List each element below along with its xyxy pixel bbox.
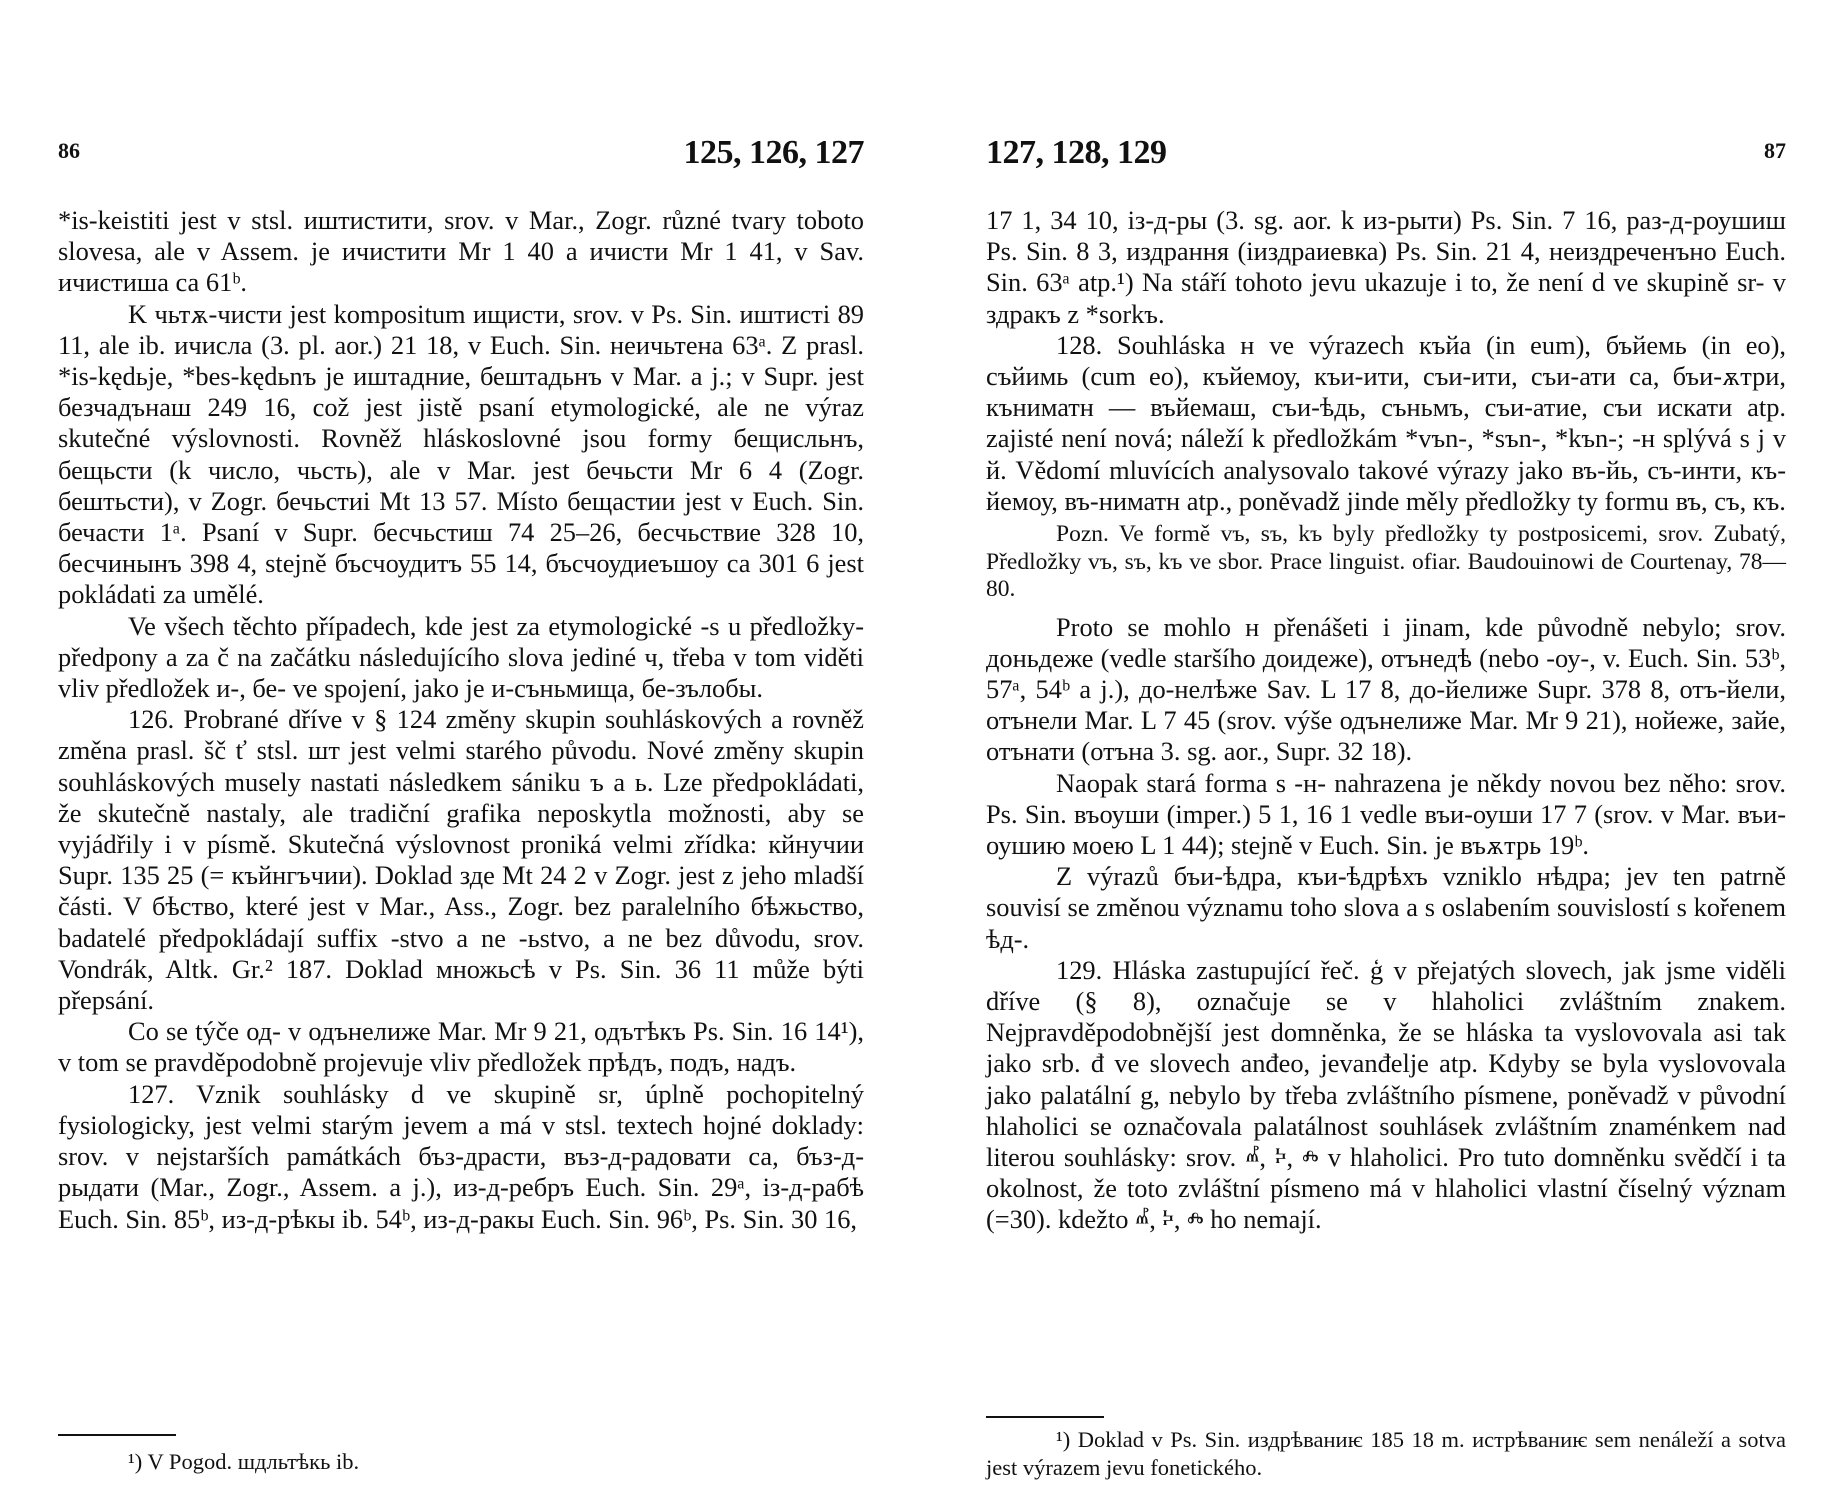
footnote-rule [58,1434,176,1436]
paragraph: Proto se mohlo н přenášeti i jinam, kde původně nebylo; srov. доньдеже (vedle staršího доидеже), отънедѣ (nebo -оу-, v. Euch. Sin. 53ᵇ, 57ᵃ, 54ᵇ a j.), до-нелѣже Sav. L 17 8, до-йелиже Supr. 378 8, отъ-йели, отънели Mar. L 7 45 (srov. výše одънелиже Mar. Mr 9 21), нойеже, зайе, отънати (отъна 3. sg. aor., Supr. 32 18). [986,611,1786,767]
paragraph-section-129: 129. Hláska zastupující řeč. ģ v přejatých slovech, jak jsme viděli dříve (§ 8), označuje se v hlaholici zvláštním znakem. Nejpravděpodobnější jest domněnka, že se hláska ta vyslovovala asi tak jako srb. đ ve slovech anđeo, jevanđelje atp. Kdyby se byla vyslovovala jako palatální g, nebylo by třeba zvláštního písmene, poněvadž v původní hlaholici se označovala palatálnost souhlásek zvláštním znaménkem nad literou souhlásky: srov. ⰼ, ⰽ, ⰾ v hlaholici. Pro tuto domněnku svědčí i ta okolnost, že toto zvláštní písmeno má v hlaholici vlastní číselný význam (=30). kdežto ⰼ, ⰽ, ⰾ ho nemají. [986,954,1786,1235]
footnote: ¹) Doklad v Ps. Sin. издрѣваниѥ 185 18 m. истрѣваниѥ sem nenáleží a sotva jest výrazem jevu fonetického. [986,1427,1786,1480]
paragraph: Naopak stará forma s -н- nahrazena je někdy novou bez něho: srov. Ps. Sin. въоуши (imper.) 5 1, 16 1 vedle въи-оуши 17 7 (srov. v Mar. въи-оушию моею L 1 44); stejně v Euch. Sin. je въѫтрь 19ᵇ. [986,767,1786,860]
paragraph: Co se týče од- v одънелиже Mar. Mr 9 21, одътѣкъ Ps. Sin. 16 14¹), v tom se pravděpodobně projevuje vliv předložek прѣдъ, подъ, надъ. [58,1016,864,1078]
left-running-head [58,134,864,178]
paragraph: 17 1, 34 10, із-д-ры (3. sg. aor. k из-рыти) Ps. Sin. 7 16, раз-д-роушиш Ps. Sin. 8 3, издрання (іиздраиевка) Ps. Sin. 21 4, неиздреченъно Euch. Sin. 63ᵃ atp.¹) Na stáří tohoto jevu ukazuje i to, že není d ve skupině sr- v здракъ z *sorkъ. [986,205,1786,329]
paragraph: Z výrazů бъи-ѣдра, къи-ѣдрѣхъ vzniklo нѣдра; jev ten patrně souvisí se změnou významu toho slova a s oslabením souvislostí s kořenem ѣд-. [986,861,1786,954]
paragraph: K чьтѫ-чисти jest kompositum ищисти, srov. v Ps. Sin. иштисті 89 11, ale ib. ичисла (3. pl. aor.) 21 18, v Euch. Sin. неичьтена 63ᵃ. Z prasl. *is-kędьje, *bes-kędьnъ je иштадние, бештадьнъ v Mar. a j.; v Supr. jest безчадънаш 249 16, což jest jistě psaní etymologické, ale ne výraz skutečné výslovnosti. Rovněž hláskoslovné jsou formy бещисльнъ, бещьсти (k число, чьсть), ale v Mar. jest бечьсти Mr 6 4 (Zogr. бештьсти), v Zogr. бечьстиі Mt 13 57. Místo бещастии jest v Euch. Sin. бечасти 1ᵃ. Psaní v Supr. бесчьстиш 74 25–26, бесчьствие 328 10, бесчинынъ 398 4, stejně бъсчоудитъ 55 14, бъсчоудиеъшоу са 301 6 jest pokládati za umělé. [58,298,864,610]
paragraph-section-128: 128. Souhláska н ve výrazech къйа (in eum), бъйемь (in eo), съйимь (cum eo), къйемоу, къи-ити, съи-ити, съи-ати са, бъи-ѫтри, къниматн — въйемаш, съи-ѣдь, съньмъ, съи-атие, съи искати atp. zajisté není nová; náleží k předložkám *vъn-, *sъn-, *kъn-; -н splývá s j v й. Vědomí mluvících analysovalo takové výrazy jako въ-йь, съ-инти, къ-йемоу, въ-ниматн atp., poněvadž jinde měly předložky ty formu въ, съ, къ. [986,329,1786,516]
page-number: 86 [58,138,80,163]
right-running-head [986,134,1786,178]
paragraph: *is-keistiti jest v stsl. иштистити, srov. v Mar., Zogr. různé tvary toboto slovesa, ale v Assem. je ичистити Mr 1 40 a ичисти Mr 1 41, v Sav. ичистиша са 61ᵇ. [58,205,864,298]
remark: Pozn. Ve formě vъ, sъ, kъ byly předložky ty postposicemi, srov. Zubatý, Předložky vъ, sъ, kъ ve sbor. Prace linguist. ofiar. Baudouinowi de Courtenay, 78—80. [986,521,1786,603]
left-body-text [58,205,864,1235]
right-body-text [986,205,1786,1236]
footnote: ¹) V Pogod. шдльтѣкь ib. [128,1449,360,1474]
right-page [986,0,1786,1500]
section-range: 125, 126, 127 [683,134,864,171]
paragraph-section-127: 127. Vznik souhlásky d ve skupině sr, úplně pochopitelný fysiologicky, jest velmi starým jevem a má v stsl. textech hojné doklady: srov. v nejstarších památkách бъз-драсти, въз-д-радовати са, бъз-д-рыдати (Mar., Zogr., Assem. a j.), из-д-ребръ Euch. Sin. 29ᵃ, із-д-рабѣ Euch. Sin. 85ᵇ, из-д-рѣкы ib. 54ᵇ, из-д-ракы Euch. Sin. 96ᵇ, Ps. Sin. 30 16, [58,1078,864,1234]
paragraph: Ve všech těchto případech, kde jest za etymologické -s u předložky-předpony a za č na začátku následujícího slova jediné ч, třeba v tom viděti vliv předložek и-, бе- ve spojení, jako je и-съньмища, бе-зълобы. [58,610,864,704]
section-range: 127, 128, 129 [986,134,1167,171]
left-page [58,0,864,1500]
page-number: 87 [1764,138,1786,163]
footnote-rule [986,1416,1104,1418]
paragraph-section-126: 126. Probrané dříve v § 124 změny skupin souhláskových a rovněž změna prasl. šč ť stsl. шт jest velmi starého původu. Nové změny skupin souhláskových musely nastati následkem sániku ъ a ь. Lze předpokládati, že skutečně nastaly, ale tradiční grafika neposkytla možnosti, aby se vyjádřily i v písmě. Skutečná výslovnost proniká velmi zřídka: кйнучии Supr. 135 25 (= къйнгъчии). Doklad зде Mt 24 2 v Zogr. jest z jeho mladší části. V бѣство, které jest v Mar., Ass., Zogr. bez paralelního бѣжьство, badatelé předpokládají suffix -stvo a ne -ьstvo, a ne bez důvodu, srov. Vondrák, Altk. Gr.² 187. Doklad множьсѣ v Ps. Sin. 36 11 může býti přepsání. [58,704,864,1016]
